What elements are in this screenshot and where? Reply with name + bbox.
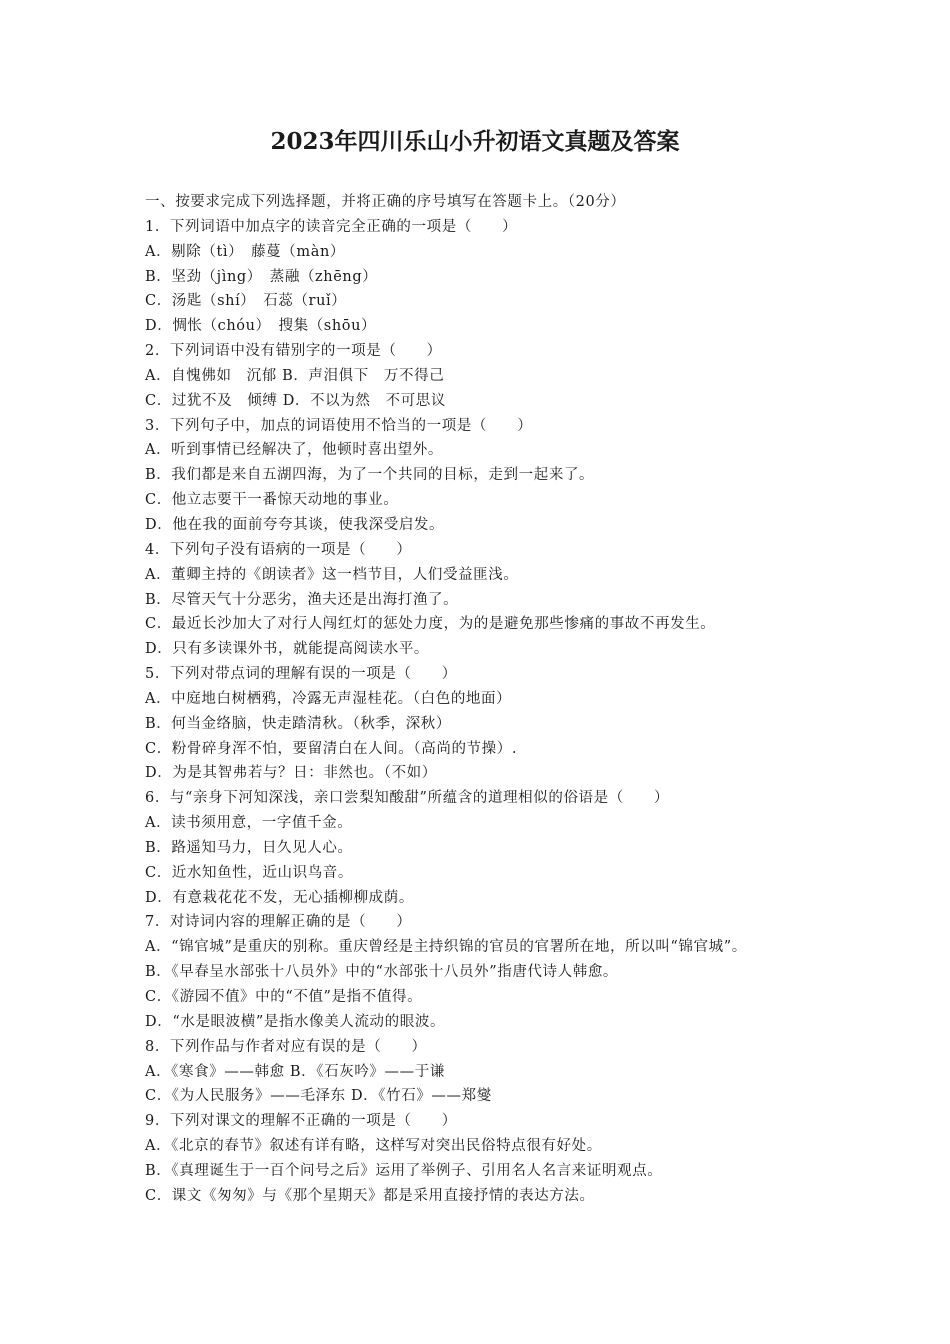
section-heading: 一、按要求完成下列选择题，并将正确的序号填写在答题卡上。（20分） (145, 194, 626, 210)
question-5-option-d: D．为是其智弗若与？日：非然也。（不如） (145, 765, 437, 782)
question-6: 6．与“亲身下河知深浅，亲口尝梨知酸甜”所蕴含的道理相似的俗语是（ ） (145, 790, 670, 807)
question-8: 8．下列作品与作者对应有误的是（ ） (145, 1038, 427, 1055)
question-7-option-d: D．“水是眼波横”是指水像美人流动的眼波。 (145, 1013, 446, 1030)
question-2: 2．下列词语中没有错别字的一项是（ ） (145, 343, 442, 360)
document-title: 2023年四川乐山小升初语文真题及答案 (270, 128, 680, 155)
question-4-option-c: C．最近长沙加大了对行人闯红灯的惩处力度，为的是避免那些惨痛的事故不再发生。 (145, 616, 716, 633)
question-2-options-cd: C．过犹不及 倾缚 D．不以为然 不可思议 (145, 392, 446, 409)
question-8-options-cd: C．《为人民服务》——毛泽东 D．《竹石》——郑燮 (145, 1088, 492, 1105)
question-5: 5．下列对带点词的理解有误的一项是（ ） (145, 666, 457, 683)
question-1-option-a: A．剔除（tì） 藤蔓（màn） (145, 243, 346, 260)
question-9-option-c: C．课文《匆匆》与《那个星期天》都是采用直接抒情的表达方法。 (145, 1187, 595, 1204)
question-4-option-d: D．只有多读课外书，就能提高阅读水平。 (145, 641, 430, 658)
question-2-options-ab: A．自愧佛如 沉郁 B．声泪俱下 万不得己 (145, 367, 445, 384)
question-1-option-c: C．汤匙（shí） 石蕊（ruǐ） (145, 293, 347, 310)
question-5-option-b: B．何当金络脑，快走踏清秋。（秋季，深秋） (145, 715, 452, 732)
question-4: 4．下列句子没有语病的一项是（ ） (145, 541, 412, 558)
question-5-option-a: A．中庭地白树栖鸦，冷露无声湿桂花。（白色的地面） (145, 690, 512, 707)
question-content (145, 190, 845, 1209)
question-1: 1．下列词语中加点字的读音完全正确的一项是（ ） (145, 218, 518, 235)
question-1-option-d: D．惆怅（chóu） 搜集（shōu） (145, 318, 377, 335)
question-3: 3．下列句子中，加点的词语使用不恰当的一项是（ ） (145, 417, 533, 434)
question-8-options-ab: A．《寒食》——韩愈 B．《石灰吟》——于谦 (145, 1063, 445, 1080)
question-6-option-d: D．有意栽花花不发，无心插柳柳成荫。 (145, 889, 414, 906)
question-3-option-b: B．我们都是来自五湖四海，为了一个共同的目标，走到一起来了。 (145, 467, 595, 484)
question-1-option-b: B．坚劲（jìng） 蒸融（zhēng） (145, 268, 378, 285)
question-7-option-c: C．《游园不值》中的“不值”是指不值得。 (145, 989, 423, 1005)
question-4-option-b: B．尽管天气十分恶劣，渔夫还是出海打渔了。 (145, 591, 459, 608)
question-7: 7．对诗词内容的理解正确的是（ ） (145, 914, 412, 931)
question-5-option-c: C．粉骨碎身浑不怕，要留清白在人间。（高尚的节操）. (145, 740, 518, 757)
question-7-option-a: A．“锦官城”是重庆的别称。重庆曾经是主持织锦的官员的官署所在地，所以叫“锦官城”。 (145, 939, 747, 956)
question-6-option-c: C．近水知鱼性，近山识鸟音。 (145, 864, 353, 881)
question-3-option-a: A．听到事情已经解决了，他顿时喜出望外。 (145, 442, 443, 459)
question-6-option-a: A．读书须用意，一字值千金。 (145, 815, 353, 832)
question-6-option-b: B．路遥知马力，日久见人心。 (145, 839, 353, 856)
question-9-option-a: A．《北京的春节》叙述有详有略，这样写对突出民俗特点很有好处。 (145, 1138, 602, 1155)
question-7-option-b: B．《早春呈水部张十八员外》中的“水部张十八员外”指唐代诗人韩愈。 (145, 964, 619, 981)
question-3-option-c: C．他立志要干一番惊天动地的事业。 (145, 492, 399, 509)
question-9-option-b: B．《真理诞生于一百个问号之后》运用了举例子、引用名人名言来证明观点。 (145, 1162, 663, 1179)
question-3-option-d: D．他在我的面前夸夸其谈，使我深受启发。 (145, 516, 445, 533)
question-4-option-a: A．董卿主持的《朗读者》这一档节目，人们受益匪浅。 (145, 566, 519, 583)
question-9: 9．下列对课文的理解不正确的一项是（ ） (145, 1113, 457, 1130)
